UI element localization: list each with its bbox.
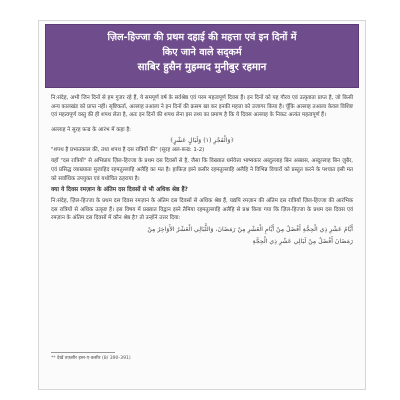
title-banner xyxy=(45,24,359,88)
footnote: ** देखें तफ़सीर इब्न-ए-कसीर (8/ 390-391) xyxy=(51,356,131,361)
document-page xyxy=(38,20,366,390)
quote-arabic-line-1: أَيَّامُ عَشْرِ ذِي الْحِجَّةِ أَفْضَلُ مِنْ أَيَّامِ الْعَشْرِ مِنْ رَمَضَانَ، وَاللَّيَالِي الْعَشْرُ الأَوَاخِرُ مِنْ xyxy=(147,225,353,233)
question-heading: क्या ये दिवस रमज़ान के अंतिम दस दिवसों से भी अधिक श्रेष्ठ हैं? xyxy=(51,187,188,194)
paragraph-1: नि:संदेह, अभी जिन दिनों से हम गुजर रहे हैं, ये समपूर्ण वर्ष के सर्वश्रेष्ठ एवं परम महत्वपूर्ण दिवस हैं। इन दिनों को यह गौरव एवं उत्कृष्टता प्राप्त है, जो किसी अन्य कालखंड को प्राप्त नहीं। सृष्टिकर्ता, अल्लाह तआला ने इन दिनों की क़सम खा कर इनकी महत्ता को उजागर किया है। चूँकि अल्लाह तआला केवल विशिष्ट एवं महत्वपूर्ण वस्तु की ही शपथ लेता है, अतः इन दिनों की शपथ लेना इस तथ्य का प्रमाण है कि ये दिवस अल्लाह के निकट अत्यंत महत्वपूर्ण हैं। xyxy=(51,95,353,119)
article-body xyxy=(39,88,365,247)
verse-translation: "शपथ है प्रभातकाल की, तथा शपथ है दस रात्रियों की" (सूरह अल-फ़ज्र: 1-2) xyxy=(51,147,205,154)
author-name: साबिर हुसैन मुहम्मद मुनीबुर रहमान xyxy=(137,62,267,73)
paragraph-4: नि:संदेह, ज़िल-हिज्जा के प्रथम दस दिवस रमज़ान के अंतिम दस दिवसों से अधिक श्रेष्ठ हैं, यद्यपि रमज़ान की अंतिम दस रात्रियाँ ज़िल-हिज्जा की आरंभिक दस रात्रियों से अधिक उत्कृष्ट हैं। इस विषय में प्रख्यात विद्वान इब्ने तैमिया रहमतुल्लाहि अलैहि से प्रश्न किया गया कि ज़िल-हिज्जा के प्रथम दस दिवस एवं रमज़ान के अंतिम दस दिवसों में कौन श्रेष्ठ है? तो उन्होंने उत्तर दिया: xyxy=(51,198,353,222)
paragraph-2: अल्लाह ने सूरह फ़ज्र के आरंभ में कहा है: xyxy=(51,126,132,133)
title-line-2: किए जाने वाले सद्कर्म xyxy=(162,47,242,58)
paragraph-3: यहाँ "दस रात्रियों" से अभिप्राय ज़िल-हिज्जा के प्रथम दस दिवसों से है, जैसा कि विख्यात धर्मवेत्ता भाष्यकार अब्दुल्लाह बिन अब्बास, अब्दुल्लाह बिन ज़ुबैर, एवं प्रसिद्ध व्याख्याता मुजाहिद रहमतुल्लाहि अलैहि का मत है। हाफ़िज़ इब्ने कसीर रहमतुल्लाहि अलैहि ने विभिन्न विचारों को प्रस्तुत करने के पश्चात इसी मत को सर्वाधिक उपयुक्त एवं यथोचित ठहराया है। xyxy=(51,158,353,182)
footnote-divider xyxy=(51,352,115,353)
title-line-1: ज़िल-हिज्जा की प्रथम दहाई की महत्ता एवं इन दिनों में xyxy=(107,32,297,43)
quran-verse-arabic: ﴿وَالْفَجْرِ (١) وَلَيَالٍ عَشْرٍ﴾ xyxy=(169,137,235,145)
quote-arabic-line-2: رَمَضَانَ أَفْضَلُ مِنْ لَيَالِي عَشْرِ ذِي الْحِجَّةِ xyxy=(252,237,353,245)
